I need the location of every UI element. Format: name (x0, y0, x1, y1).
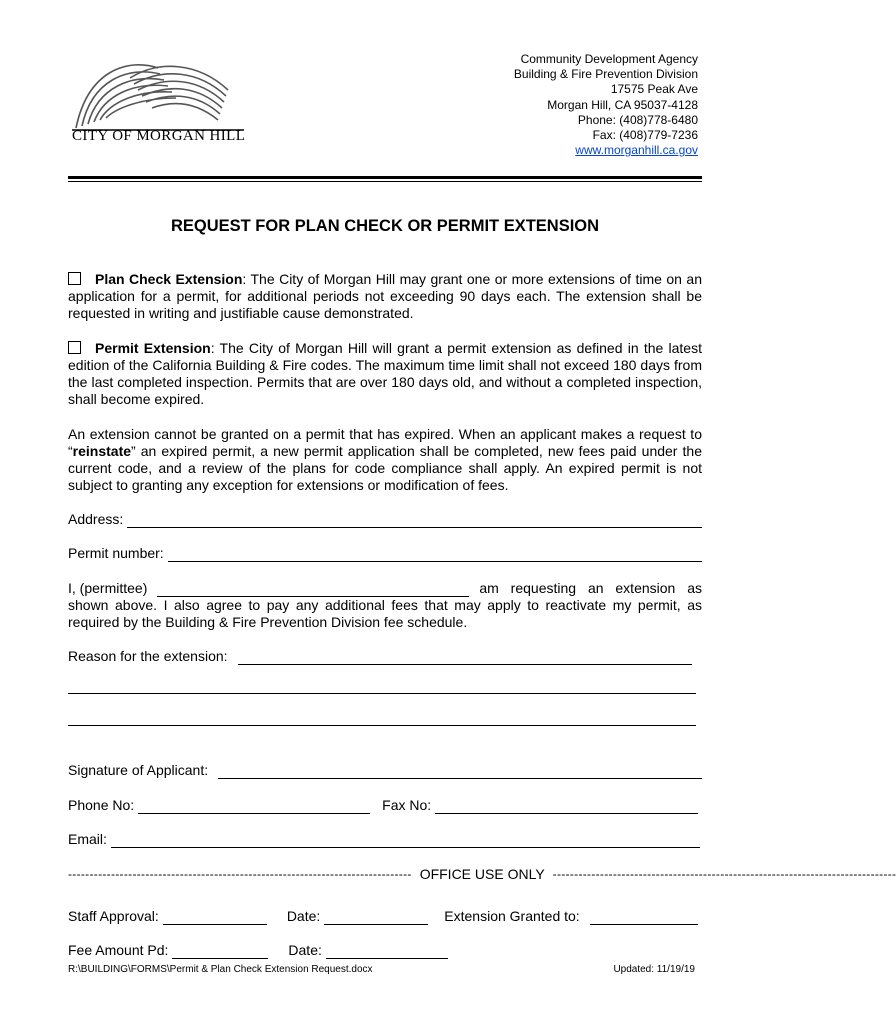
permittee-row (68, 580, 702, 597)
agency-line: Building & Fire Prevention Division (513, 67, 698, 82)
expired-text-after: ” an expired permit, a new permit application shall be completed, new fees paid under the current code, and a review of the plans for code compliance shall apply. An expired permit is not subject to granting any exception for extensions or modification of fees. (68, 443, 702, 493)
fee-row (68, 942, 448, 959)
file-path-footer: R:\BUILDING\FORMS\Permit & Plan Check Extension Request.docx (68, 964, 373, 975)
extension-granted-label: Extension Granted to: (444, 908, 580, 924)
permit-number-row (68, 545, 702, 562)
permit-extension-text: : The City of Morgan Hill will grant a permit extension as defined in the latest edition of the California Building & Fire codes. The maximum time limit shall not exceed 180 days from the last completed inspection. Permits that are over 180 days old, and without a completed inspection, shall become expired. (68, 340, 702, 407)
fee-amount-field[interactable] (172, 946, 268, 959)
dash-line-left: -------------------------------------------------------------------------------- (68, 867, 412, 881)
staff-approval-row (68, 908, 698, 925)
agency-line: Fax: (408)779-7236 (592, 128, 698, 143)
permittee-agreement-text: shown above. I also agree to pay any additional fees that may apply to reactivate my permit, as required by the Building & Fire Prevention Division fee schedule. (68, 597, 702, 630)
reason-field-line-1[interactable] (238, 652, 692, 665)
office-use-heading: OFFICE USE ONLY (419, 866, 545, 882)
expired-permit-paragraph (68, 426, 702, 494)
address-field[interactable] (127, 515, 702, 528)
agency-line: 17575 Peak Ave (610, 82, 698, 97)
email-label: Email: (68, 831, 107, 847)
extension-granted-field[interactable] (590, 912, 698, 925)
phone-label: Phone No: (68, 797, 135, 813)
permit-extension-paragraph (68, 340, 702, 408)
fee-date-field[interactable] (326, 946, 448, 959)
address-row (68, 511, 702, 528)
signature-field[interactable] (218, 766, 702, 779)
logo-text: CITY OF MORGAN HILL (72, 128, 246, 144)
email-row (68, 831, 700, 848)
phone-fax-row (68, 797, 698, 814)
dash-line-right: -------------------------------------------------------------------------------- (552, 867, 896, 881)
staff-approval-label: Staff Approval: (68, 908, 159, 924)
plan-check-label: Plan Check Extension (95, 271, 243, 287)
staff-approval-field[interactable] (163, 912, 267, 925)
agency-line: Morgan Hill, CA 95037-4128 (547, 97, 698, 112)
office-use-divider (68, 866, 896, 883)
agency-line: Phone: (408)778-6480 (577, 112, 698, 127)
updated-date-footer: Updated: 11/19/19 (613, 964, 695, 975)
header-divider-thin (68, 181, 702, 182)
plan-check-checkbox[interactable] (68, 272, 81, 285)
reinstate-word: reinstate (72, 443, 132, 459)
date-label: Date: (286, 908, 321, 924)
email-field[interactable] (111, 835, 700, 848)
permittee-prefix: I, (permittee) (68, 580, 148, 596)
reason-field-line-3[interactable] (68, 725, 696, 726)
plan-check-paragraph (68, 271, 702, 322)
phone-field[interactable] (138, 801, 370, 814)
fee-date-label: Date: (288, 942, 322, 958)
address-label: Address: (68, 511, 124, 527)
permittee-name-field[interactable] (157, 584, 469, 597)
fax-field[interactable] (435, 801, 698, 814)
expired-text-before: An extension cannot be granted on a permit that has expired. When an applicant makes a request to “ (68, 426, 702, 459)
agency-address-block (514, 52, 698, 158)
permit-extension-label: Permit Extension (95, 340, 211, 356)
permittee-suffix: am requesting an extension as (479, 580, 702, 596)
website-link[interactable]: www.morganhill.ca.gov (575, 143, 698, 158)
reason-row (68, 648, 692, 665)
header-divider (68, 176, 702, 179)
permit-number-label: Permit number: (68, 545, 164, 561)
plan-check-text: : The City of Morgan Hill may grant one or more extensions of time on an application for a permit, for additional periods not exceeding 90 days each. The extension shall be requested in writing and justifiable cause demonstrated. (68, 271, 702, 321)
signature-row (68, 762, 702, 779)
form-title: REQUEST FOR PLAN CHECK OR PERMIT EXTENSION (170, 217, 600, 235)
fax-label: Fax No: (382, 797, 432, 813)
signature-label: Signature of Applicant: (68, 762, 209, 778)
reason-field-line-2[interactable] (68, 693, 696, 694)
permit-extension-checkbox[interactable] (68, 341, 81, 354)
approval-date-field[interactable] (324, 912, 428, 925)
agency-line: Community Development Agency (520, 52, 698, 66)
fee-amount-label: Fee Amount Pd: (68, 942, 169, 958)
permit-number-field[interactable] (168, 549, 702, 562)
reason-label: Reason for the extension: (68, 648, 228, 664)
